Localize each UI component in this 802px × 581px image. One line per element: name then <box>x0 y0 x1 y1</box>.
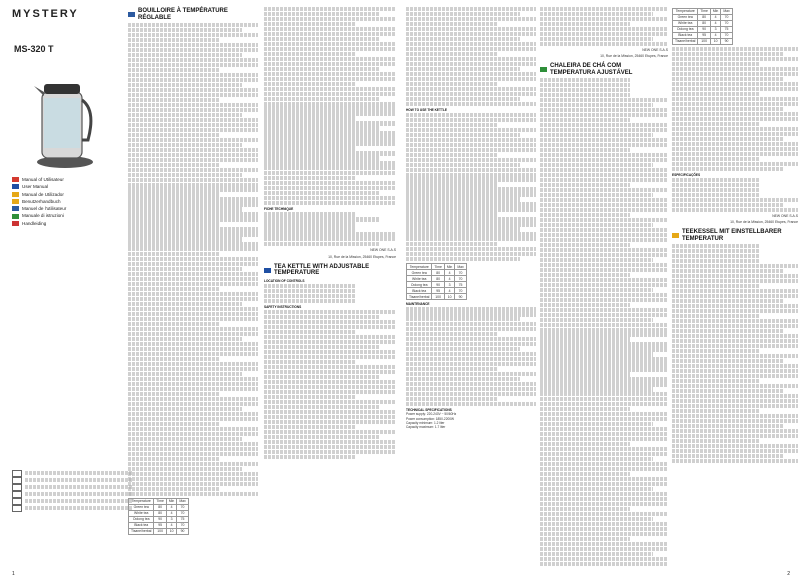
flag-icon <box>12 184 19 189</box>
flag-icon <box>12 199 19 204</box>
section-header: TEA KETTLE WITH ADJUSTABLE TEMPERATURE <box>264 264 396 277</box>
spec-power-supply: Power supply: 220-240V ~ 50/60Hz <box>406 412 457 417</box>
language-item: Manuel de l'utilisateur <box>12 205 66 212</box>
flag-icon <box>12 221 19 226</box>
flag-icon <box>12 192 19 197</box>
company-name: NEW ONE S.A.S <box>370 248 396 253</box>
info-icon <box>12 505 22 512</box>
pt-column <box>540 6 668 566</box>
language-item: Handleiding <box>12 220 66 227</box>
temperature-table: Temperature Time Min Max Green tea 80 4 70 White tea 80 4 70 Oolong tea 90 3 75 Black tea 95 4 70 Tisane/herbal 100 10 90 <box>672 8 733 45</box>
section-header: CHALEIRA DE CHÁ COM TEMPERATURA AJUSTÁVEL <box>540 63 668 76</box>
language-item: Manuale di istruzioni <box>12 212 66 219</box>
info-icon <box>12 484 22 491</box>
company-address: 10, Rue de la Mission, 25460 Etupes, France <box>328 254 396 259</box>
company-address: 10, Rue de la Mission, 25460 Etupes, France <box>600 54 668 59</box>
right-page <box>402 0 802 581</box>
info-icon <box>12 491 22 498</box>
company-name: NEW ONE S.A.S <box>642 47 668 52</box>
spec-capacity-max: Capacity maximum: 1.7 liter <box>406 425 446 430</box>
maintenance-heading: MAINTENANCE <box>406 302 430 307</box>
section-header: TEEKESSEL MIT EINSTELLBARER TEMPERATUR <box>672 229 798 242</box>
kettle-illustration <box>30 70 100 170</box>
fiche-heading: FICHE TECHNIQUE <box>264 207 294 212</box>
en-column-2 <box>406 6 536 566</box>
info-icon <box>12 477 22 484</box>
left-page <box>0 0 400 581</box>
flag-icon <box>12 177 19 182</box>
flag-icon <box>540 67 547 72</box>
temperature-table: Temperature Time Min Max Green tea 80 4 70 White tea 80 4 70 Oolong tea 90 3 75 Black tea 95 4 70 Tisane/herbal 100 10 90 <box>406 263 467 300</box>
en-column <box>264 6 396 566</box>
info-icon <box>12 498 22 505</box>
section-header: BOUILLOIRE À TEMPÉRATURE RÉGLABLE <box>128 8 258 21</box>
flag-icon <box>12 206 19 211</box>
language-list <box>12 176 66 227</box>
location-heading: LOCATION OF CONTROLS <box>264 278 305 283</box>
fr-column <box>128 6 258 566</box>
language-item: Manual de Utilizador <box>12 191 66 198</box>
company-address: 10, Rue de la Mission, 25460 Etupes, France <box>730 220 798 225</box>
page-number: 1 <box>12 571 15 577</box>
de-column <box>672 6 798 566</box>
flag-icon <box>12 214 19 219</box>
company-name: NEW ONE S.A.S <box>772 213 798 218</box>
language-item: Manual of Utilisateur <box>12 176 66 183</box>
flag-icon <box>672 233 679 238</box>
language-item: User Manual <box>12 183 66 190</box>
flag-icon <box>264 268 271 273</box>
brand-logo: MYSTERY <box>12 8 79 20</box>
page-number: 2 <box>787 571 790 577</box>
tech-heading: TECHNICAL SPECIFICATIONS <box>406 408 452 413</box>
temperature-table: Temperature Time Min Max Green tea 80 4 70 White tea 80 4 70 Oolong tea 90 3 75 Black tea 95 4 70 Tisane/herbal 100 10 90 <box>128 498 189 535</box>
especs-heading: ESPECIFICAÇÕES <box>672 172 701 177</box>
model-number: MS-320 T <box>14 44 54 54</box>
spec-capacity-min: Capacity minimum: 1.2 liter <box>406 420 445 425</box>
safety-heading: SAFETY INSTRUCTIONS <box>264 305 302 310</box>
language-item: Benutzerhandbuch <box>12 198 66 205</box>
spec-power: Power consumption: 1850-2200W <box>406 416 455 421</box>
flag-icon <box>128 12 135 17</box>
howto-heading: HOW TO USE THE KETTLE <box>406 107 448 112</box>
symbol-legend <box>12 470 132 512</box>
info-icon <box>12 470 22 477</box>
